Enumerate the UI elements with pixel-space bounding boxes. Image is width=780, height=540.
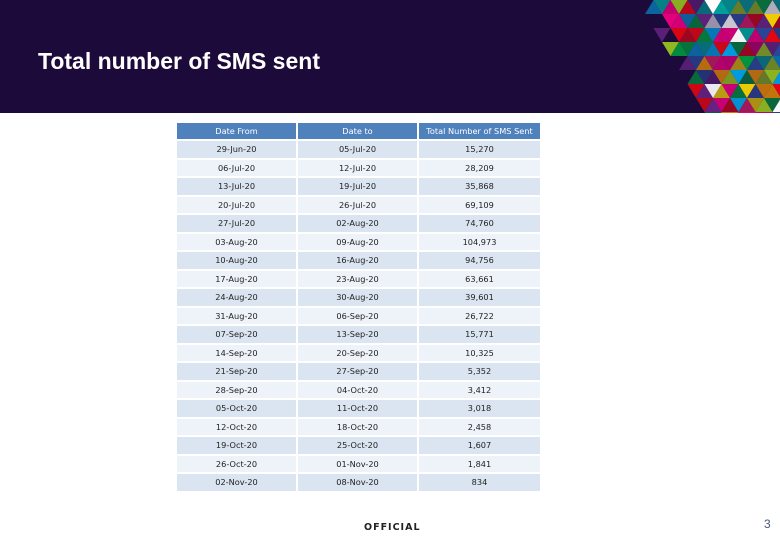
sms-count-cell: 3,412	[419, 382, 540, 399]
sms-count-cell: 104,973	[419, 234, 540, 251]
date-to-cell: 30-Aug-20	[298, 289, 417, 306]
date-to-cell: 01-Nov-20	[298, 456, 417, 473]
table-row	[177, 437, 540, 454]
date-to-cell: 18-Oct-20	[298, 419, 417, 436]
date-to-cell: 08-Nov-20	[298, 474, 417, 491]
date-from-cell: 29-Jun-20	[177, 141, 296, 158]
sms-count-cell: 69,109	[419, 197, 540, 214]
sms-count-cell: 1,607	[419, 437, 540, 454]
date-from-cell: 20-Jul-20	[177, 197, 296, 214]
slide-title: Total number of SMS sent	[38, 48, 320, 74]
classification-label: OFFICIAL	[364, 522, 421, 533]
table-row	[177, 197, 540, 214]
date-from-cell: 17-Aug-20	[177, 271, 296, 288]
date-from-cell: 13-Jul-20	[177, 178, 296, 195]
table-row	[177, 326, 540, 343]
sms-count-cell: 15,771	[419, 326, 540, 343]
date-from-cell: 10-Aug-20	[177, 252, 296, 269]
date-from-cell: 28-Sep-20	[177, 382, 296, 399]
table-row	[177, 456, 540, 473]
date-to-cell: 27-Sep-20	[298, 363, 417, 380]
mosaic-triangle	[773, 112, 780, 113]
sms-count-cell: 35,868	[419, 178, 540, 195]
column-header-date-to: Date to	[298, 123, 417, 139]
sms-count-cell: 2,458	[419, 419, 540, 436]
date-from-cell: 26-Oct-20	[177, 456, 296, 473]
date-to-cell: 13-Sep-20	[298, 326, 417, 343]
date-to-cell: 20-Sep-20	[298, 345, 417, 362]
date-from-cell: 27-Jul-20	[177, 215, 296, 232]
table-row	[177, 289, 540, 306]
table-row	[177, 271, 540, 288]
date-from-cell: 19-Oct-20	[177, 437, 296, 454]
sms-table	[175, 121, 542, 493]
date-from-cell: 12-Oct-20	[177, 419, 296, 436]
sms-count-cell: 10,325	[419, 345, 540, 362]
table-row	[177, 160, 540, 177]
table-row	[177, 474, 540, 491]
date-to-cell: 05-Jul-20	[298, 141, 417, 158]
table-header-row	[177, 123, 540, 139]
date-to-cell: 26-Jul-20	[298, 197, 417, 214]
date-from-cell: 24-Aug-20	[177, 289, 296, 306]
column-header-date-from: Date From	[177, 123, 296, 139]
table-row	[177, 419, 540, 436]
sms-count-cell: 63,661	[419, 271, 540, 288]
date-to-cell: 19-Jul-20	[298, 178, 417, 195]
sms-count-cell: 94,756	[419, 252, 540, 269]
mosaic-triangle	[722, 112, 739, 113]
table-row	[177, 234, 540, 251]
sms-count-cell: 834	[419, 474, 540, 491]
table-row	[177, 308, 540, 325]
date-from-cell: 31-Aug-20	[177, 308, 296, 325]
page-number: 3	[764, 517, 771, 531]
date-from-cell: 14-Sep-20	[177, 345, 296, 362]
date-from-cell: 06-Jul-20	[177, 160, 296, 177]
column-header-total-sms: Total Number of SMS Sent	[419, 123, 540, 139]
sms-count-cell: 3,018	[419, 400, 540, 417]
mosaic-triangle	[756, 112, 773, 113]
table-row	[177, 252, 540, 269]
date-to-cell: 23-Aug-20	[298, 271, 417, 288]
date-to-cell: 16-Aug-20	[298, 252, 417, 269]
sms-count-cell: 5,352	[419, 363, 540, 380]
date-to-cell: 04-Oct-20	[298, 382, 417, 399]
table-row	[177, 345, 540, 362]
table-row	[177, 141, 540, 158]
date-to-cell: 25-Oct-20	[298, 437, 417, 454]
sms-count-cell: 74,760	[419, 215, 540, 232]
sms-count-cell: 28,209	[419, 160, 540, 177]
slide-header-band	[0, 0, 780, 113]
mosaic-triangle	[739, 112, 756, 113]
sms-count-cell: 26,722	[419, 308, 540, 325]
sms-count-cell: 15,270	[419, 141, 540, 158]
date-from-cell: 05-Oct-20	[177, 400, 296, 417]
date-from-cell: 02-Nov-20	[177, 474, 296, 491]
mosaic-triangle	[654, 28, 671, 42]
date-from-cell: 21-Sep-20	[177, 363, 296, 380]
table-row	[177, 215, 540, 232]
sms-count-cell: 1,841	[419, 456, 540, 473]
date-to-cell: 06-Sep-20	[298, 308, 417, 325]
mosaic-triangle	[705, 112, 722, 113]
table-row	[177, 382, 540, 399]
table-row	[177, 363, 540, 380]
date-to-cell: 12-Jul-20	[298, 160, 417, 177]
table-row	[177, 400, 540, 417]
date-from-cell: 03-Aug-20	[177, 234, 296, 251]
table-row	[177, 178, 540, 195]
date-to-cell: 11-Oct-20	[298, 400, 417, 417]
date-to-cell: 09-Aug-20	[298, 234, 417, 251]
date-from-cell: 07-Sep-20	[177, 326, 296, 343]
date-to-cell: 02-Aug-20	[298, 215, 417, 232]
sms-count-cell: 39,601	[419, 289, 540, 306]
